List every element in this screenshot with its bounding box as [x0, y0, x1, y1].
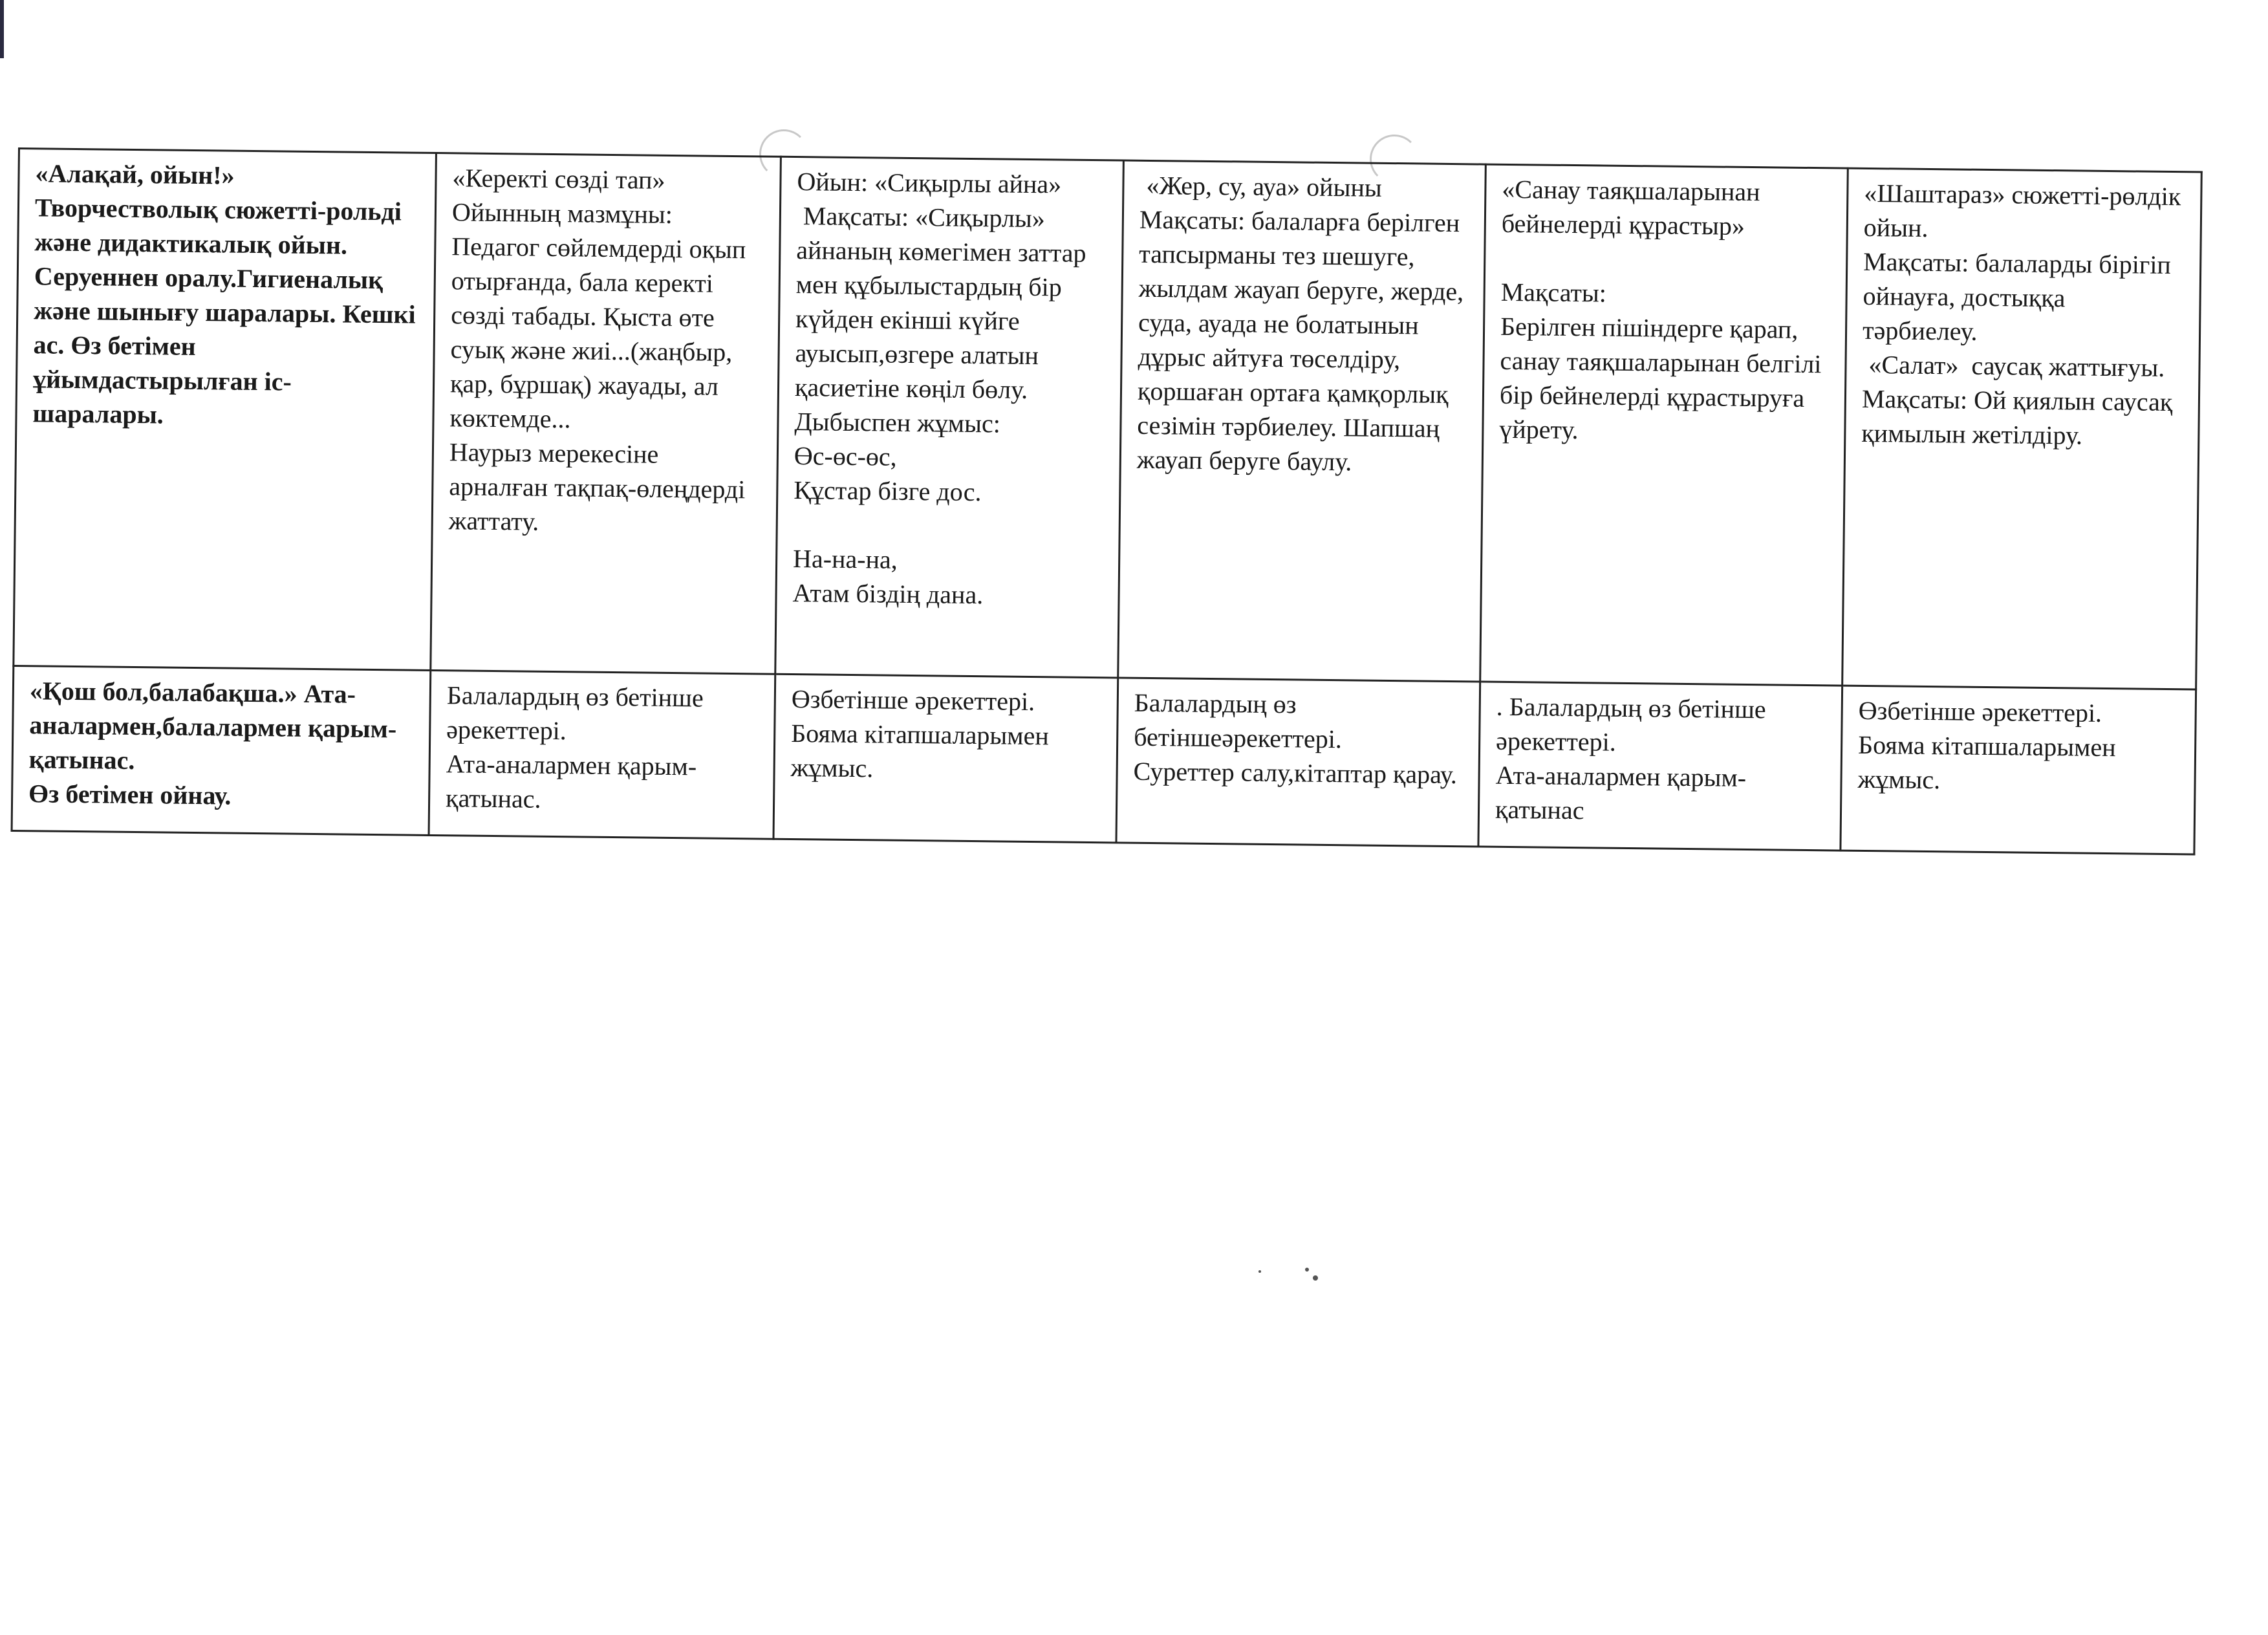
- cell-line: «Қош бол,балабақша.» Ата-аналармен,балалармен қарым-қатынас.: [28, 676, 397, 775]
- table-cell: [773, 674, 1118, 843]
- scan-speck: [1313, 1275, 1318, 1281]
- table-cell: [429, 670, 775, 839]
- cell-line: Балалардың өз бетінше әрекеттері.: [446, 680, 711, 746]
- table-cell: [775, 157, 1124, 678]
- scan-speck: [1258, 1270, 1261, 1273]
- cell-line: Мақсаты: балаларға берілген тапсырманы тез шешуге, жылдам жауап беруге, жерде, суда, ауада не болатынын дұрыс айтуға төселдіру, қоршаған ортаға қамқорлық сезімін тәрбиелеу. Шапшаң жауап беруге баулу.: [1136, 204, 1471, 477]
- cell-line: Ойынның мазмұны: Педагог сөйлемдерді оқып отырғанда, бала керекті сөзді табады. Қыста өте суық және жиі...(жаңбыр, қар, бұршақ) жауады, ал көктемде...: [449, 197, 753, 434]
- cell-line: Өс-өс-өс,: [794, 441, 897, 471]
- table-cell: [1842, 168, 2210, 689]
- table-cell: [1478, 682, 1842, 850]
- cell-line: «Жер, су, ауа» ойыны: [1139, 170, 1382, 202]
- table-cell: [431, 153, 781, 674]
- cell-line: Атам біздің дана.: [792, 578, 984, 610]
- cell-line: . Балалардың өз бетінше әрекеттері.: [1495, 691, 1773, 757]
- cell-line: Бояма кітапшаларымен жұмыс.: [790, 718, 1056, 783]
- cell-line: Ата-аналармен қарым-қатынас.: [445, 749, 697, 814]
- cell-line: Наурыз мерекесіне арналған тақпақ-өлеңдерді жаттату.: [448, 437, 752, 536]
- schedule-table-wrapper: [11, 147, 2210, 855]
- cell-line: [793, 507, 1105, 545]
- table-row: [14, 149, 2201, 689]
- row-header-cell: [12, 666, 431, 835]
- cell-line: На-на-на,: [792, 544, 898, 574]
- row-header-cell: [14, 149, 437, 671]
- cell-line: Өзбетінше әрекеттері.: [791, 684, 1035, 717]
- cell-line: [1501, 241, 1832, 279]
- cell-line: Мақсаты: «Сиқырлы» айнаның көмегімен заттар мен құбылыстардың бір күйден екінші күйге ауысып,өзгере алатын қасиетіне көңіл бөлу.: [794, 201, 1093, 404]
- cell-line: «Шаштараз» сюжетті-рөлдік ойын.: [1863, 178, 2188, 243]
- cell-line: Мақсаты:: [1500, 277, 1607, 308]
- table-cell: [1841, 686, 2196, 854]
- cell-line: Серуеннен оралу.Гигиеналық және шынығу шаралары. Кешкі ас. Өз бетімен ұйымдастырылған іс-шаралары.: [32, 261, 422, 429]
- cell-line: Дыбыспен жұмыс:: [794, 407, 1001, 439]
- cell-line: «Санау таяқшаларынан бейнелерді құрастыр»: [1501, 174, 1767, 241]
- cell-line: «Алақай, ойын!»: [35, 158, 235, 190]
- daily-plan-table: [11, 147, 2210, 855]
- cell-line: Ата-аналармен қарым-қатынас: [1495, 760, 1747, 825]
- cell-line: Мақсаты: балаларды бірігіп ойнауға, достыққа тәрбиелеу.: [1862, 246, 2178, 346]
- scan-edge-mark: [0, 0, 4, 58]
- cell-line: Балалардың өз бетіншеәрекеттері.: [1133, 688, 1343, 754]
- cell-line: Берілген пішіндерге қарап, санау таяқшаларынан белгілі бір бейнелерді құрастыруға үйрету.: [1499, 311, 1828, 445]
- table-cell: [1118, 160, 1486, 682]
- table-cell: [1480, 164, 1848, 686]
- cell-line: Өз бетімен ойнау.: [28, 779, 232, 810]
- cell-line: «Керекті сөзді тап»: [452, 163, 665, 195]
- cell-line: Суреттер салу,кітаптар қарау.: [1133, 756, 1458, 790]
- cell-line: «Салат» саусақ жаттығуы. Мақсаты: Ой қиялын саусақ қимылын жетілдіру.: [1861, 349, 2210, 450]
- cell-line: Ойын: «Сиқырлы айна»: [797, 167, 1062, 199]
- cell-line: Творчестволық сюжетті-рольді және дидактикалық ойын.: [34, 193, 409, 260]
- cell-line: Бояма кітапшаларымен жұмыс.: [1857, 730, 2122, 795]
- scan-speck: [1305, 1268, 1309, 1272]
- cell-line: Құстар бізге дос.: [794, 475, 982, 507]
- cell-line: Өзбетінше әрекеттері.: [1858, 695, 2102, 728]
- table-cell: [1116, 678, 1480, 847]
- table-row: [12, 666, 2196, 854]
